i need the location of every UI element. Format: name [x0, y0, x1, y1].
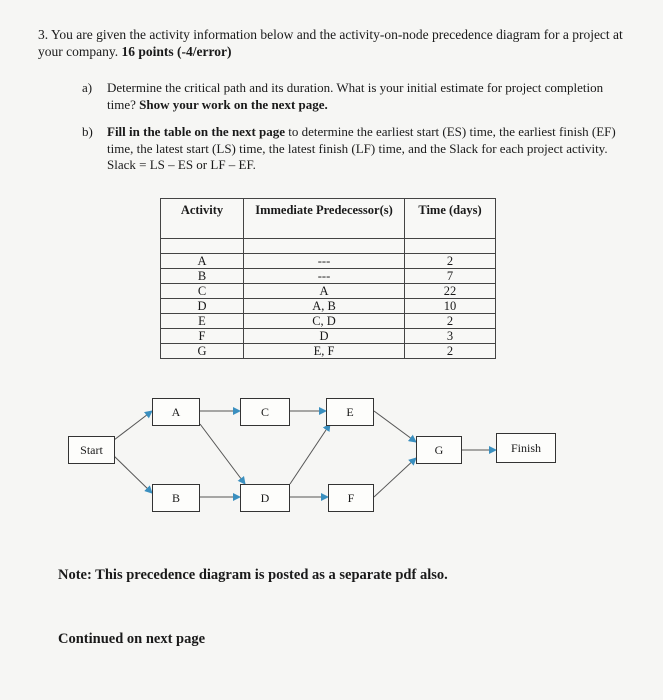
cell-predecessors: ---	[244, 254, 405, 269]
part-b-bold: Fill in the table on the next page	[107, 124, 286, 139]
cell-time: 2	[405, 344, 496, 359]
node-start: Start	[68, 436, 115, 464]
edge-start-b	[114, 456, 152, 493]
node-c: C	[240, 398, 290, 426]
cell-activity: B	[161, 269, 244, 284]
node-b: B	[152, 484, 200, 512]
node-g: G	[416, 436, 462, 464]
cell-time: 22	[405, 284, 496, 299]
edge-a-d	[200, 424, 245, 484]
node-a: A	[152, 398, 200, 426]
edge-start-a	[114, 411, 152, 440]
edge-d-e	[290, 424, 330, 484]
edge-e-g	[374, 411, 416, 442]
part-b-instructions: to determine the earliest start (ES) time, the earliest finish (EF) time, the latest start (LS) time, the latest finish (LF) time, and the Slack for each project activity. Slack = LS – ES or LF – EF.	[107, 124, 616, 172]
cell-predecessors: A, B	[244, 299, 405, 314]
cell-activity: F	[161, 329, 244, 344]
cell-predecessors: E, F	[244, 344, 405, 359]
cell-activity: C	[161, 284, 244, 299]
question-intro: You are given the activity information below and the activity-on-node precedence diagram for a project at your company.	[38, 27, 623, 59]
question-points: 16 points (-4/error)	[121, 44, 232, 59]
cell-activity: D	[161, 299, 244, 314]
header-time: Time (days)	[405, 199, 496, 239]
cell-predecessors: A	[244, 284, 405, 299]
part-a-bold: Show your work on the next page.	[139, 96, 328, 112]
part-b-label: b)	[82, 124, 93, 139]
cell-time: 2	[405, 314, 496, 329]
cell-time: 2	[405, 254, 496, 269]
cell-time: 10	[405, 299, 496, 314]
cell-activity: A	[161, 254, 244, 269]
question-number: 3.	[38, 27, 49, 42]
cell-activity: E	[161, 314, 244, 329]
header-predecessors: Immediate Predecessor(s)	[244, 199, 405, 239]
cell-time: 7	[405, 269, 496, 284]
cell-predecessors: ---	[244, 269, 405, 284]
part-a-instructions: Determine the critical path and its duration. What is your initial estimate for project completion time?	[107, 80, 604, 112]
node-f: F	[328, 484, 374, 512]
note-text: Note: This precedence diagram is posted as a separate pdf also.	[58, 567, 448, 583]
continued-text: Continued on next page	[58, 631, 206, 647]
cell-time: 3	[405, 329, 496, 344]
cell-activity: G	[161, 344, 244, 359]
node-finish: Finish	[496, 433, 556, 463]
edge-f-g	[374, 458, 416, 497]
cell-predecessors: D	[244, 329, 405, 344]
cell-predecessors: C, D	[244, 314, 405, 329]
node-e: E	[326, 398, 374, 426]
node-d: D	[240, 484, 290, 512]
part-a-label: a)	[82, 80, 93, 95]
header-activity: Activity	[161, 199, 244, 239]
